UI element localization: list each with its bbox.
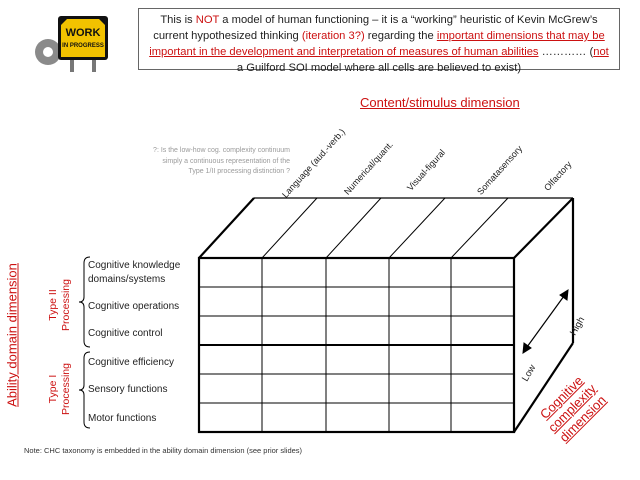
header-important-dimensions: important dimensions that may be important in the development and interpretation of measures of human abilities [149, 30, 605, 58]
row-label-motor-functions: Motor functions [88, 413, 157, 424]
column-label-somatasensory: Somatasensory [475, 143, 525, 197]
row-label-cognitive-efficiency: Cognitive efficiency [88, 357, 174, 368]
column-label-olfactory: Olfactory [542, 159, 574, 193]
header-not-emphasis: NOT [195, 14, 220, 26]
complexity-arrow [523, 290, 568, 353]
row-label-knowledge-text: Cognitive knowledge domains/systems [88, 260, 181, 285]
row-label-sensory-functions: Sensory functions [88, 384, 168, 395]
header-iteration: (iteration 3?) [301, 30, 365, 42]
content-dimension-title: Content/stimulus dimension [360, 95, 520, 110]
column-label-numerical: Numerical/quant. [342, 139, 395, 197]
header-not-guilford: not [593, 46, 609, 58]
header-text-3: a model of human functioning – it is a “working” heuristic of Kevin McGrew’s current hypothesized thinking [153, 14, 598, 42]
column-label-visual: Visual-figural [405, 147, 448, 193]
type1-processing-label: Type I Processing [47, 363, 72, 415]
complexity-dimension-title: Cognitive complexity dimension [536, 372, 609, 445]
arrow-head-low [523, 343, 531, 353]
cube-lines [199, 198, 573, 432]
column-label-language: Language (aud.-verb.) [280, 126, 348, 200]
header-text-5: regarding the [364, 30, 437, 42]
ability-dimension-title: Ability domain dimension [4, 263, 20, 407]
header-text-9: a Guilford SOI model where all cells are believed to exist) [236, 62, 522, 74]
complexity-high-label: High [568, 315, 588, 338]
arrow-head-high [560, 290, 568, 300]
row-label-cognitive-operations: Cognitive operations [88, 301, 180, 312]
row-label-cognitive-control: Cognitive control [88, 328, 163, 339]
logo-text-work: WORK [65, 27, 101, 39]
logo-text-progress: IN PROGRESS [62, 43, 104, 49]
row-label-knowledge-domains [88, 259, 194, 287]
type2-processing-label: Type II Processing [47, 279, 72, 331]
complexity-question-note: ?: Is the low-how cog. complexity continuum simply a continuous representation of the Type 1/II processing distinction ? [153, 147, 290, 175]
footnote: Note: CHC taxonomy is embedded in the ability domain dimension (see prior slides) [24, 446, 303, 455]
header-text-7: ………… ( [538, 46, 594, 58]
complexity-low-label: Low [520, 362, 539, 384]
header-text-1: This is [160, 14, 196, 26]
